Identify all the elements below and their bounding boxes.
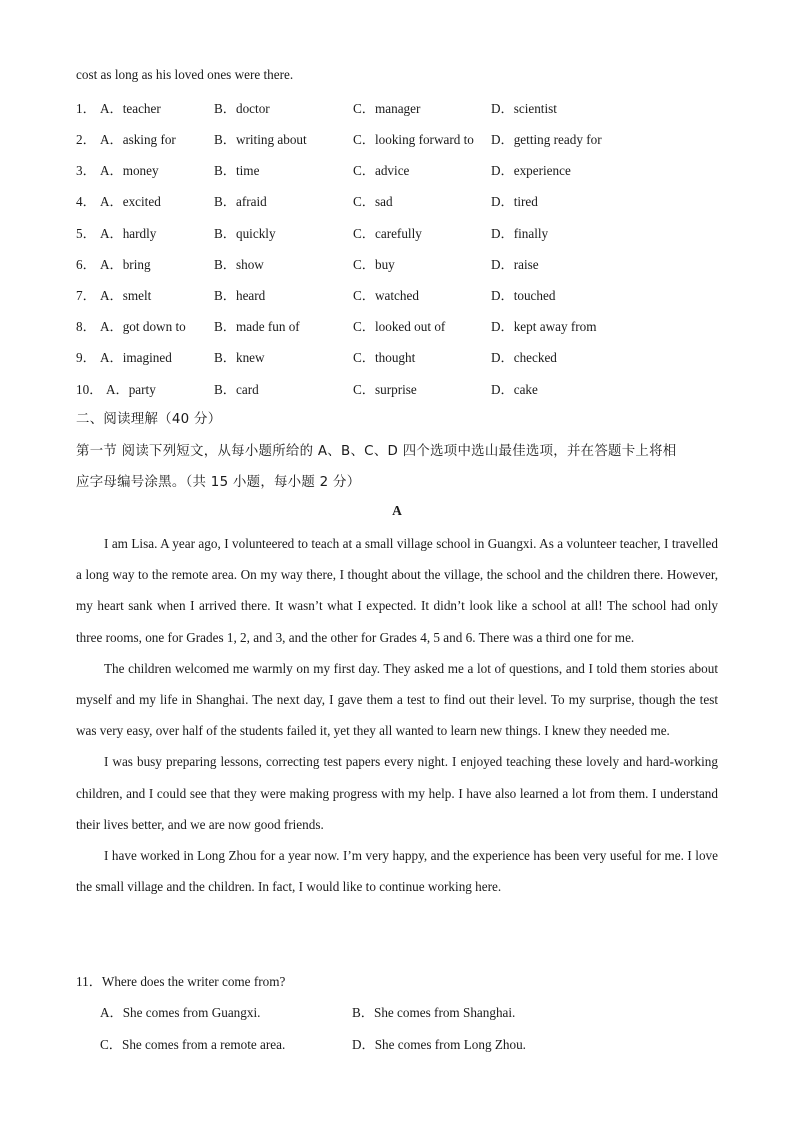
option-b[interactable]: B．writing about <box>214 132 307 147</box>
option-a[interactable]: A．excited <box>100 194 161 209</box>
option-d[interactable]: D．scientist <box>491 101 557 116</box>
question-option-b[interactable]: B．She comes from Shanghai. <box>352 1005 516 1020</box>
question-number: 5． <box>76 226 96 241</box>
passage-body <box>76 528 718 902</box>
option-a[interactable]: A．smelt <box>100 288 152 303</box>
option-d[interactable]: D．touched <box>491 288 556 303</box>
option-row <box>76 285 718 305</box>
option-b[interactable]: B．knew <box>214 350 265 365</box>
paragraph: I am Lisa. A year ago, I volunteered to teach at a small village school in Guangxi. As a volunteer teacher, I travelled a long way to the remote area. On my way there, I thought about the village, the school and the children there. However, my heart sank when I arrived there. It wasn’t what I expected. It didn’t look like a school at all! The school had only three rooms, one for Grades 1, 2, and 3, and the other for Grades 4, 5 and 6. There was a third one for me. <box>76 536 718 645</box>
option-d[interactable]: D．checked <box>491 350 557 365</box>
option-a[interactable]: A．money <box>100 163 159 178</box>
option-a[interactable]: A．hardly <box>100 226 157 241</box>
option-row <box>76 191 718 211</box>
option-row <box>76 347 718 367</box>
option-d[interactable]: D．getting ready for <box>491 132 602 147</box>
paragraph: I have worked in Long Zhou for a year now. I’m very happy, and the experience has been very useful for me. I love the small village and the children. In fact, I would like to continue working here. <box>76 848 718 895</box>
option-d[interactable]: D．tired <box>491 194 538 209</box>
option-row <box>76 160 718 180</box>
option-b[interactable]: B．doctor <box>214 101 270 116</box>
option-a[interactable]: A．teacher <box>100 101 161 116</box>
option-c[interactable]: C．carefully <box>353 226 422 241</box>
option-row <box>76 223 718 243</box>
question-number: 2． <box>76 132 96 147</box>
question-option-c[interactable]: C．She comes from a remote area. <box>100 1037 286 1052</box>
question-number: 8． <box>76 319 96 334</box>
option-row <box>76 254 718 274</box>
option-d[interactable]: D．kept away from <box>491 319 597 334</box>
option-b[interactable]: B．heard <box>214 288 266 303</box>
question-number: 3． <box>76 163 96 178</box>
option-a[interactable]: A．got down to <box>100 319 186 334</box>
option-c[interactable]: C．looked out of <box>353 319 446 334</box>
paragraph: I was busy preparing lessons, correcting test papers every night. I enjoyed teaching these lovely and hard-working children, and I could see that they were making progress with my help. I have also learned a lot from them. I understand their lives better, and we are now good friends. <box>76 754 718 832</box>
option-row <box>76 379 718 399</box>
option-b[interactable]: B．time <box>214 163 260 178</box>
option-b[interactable]: B．quickly <box>214 226 276 241</box>
instructions-line-2: 应字母编号涂黑。（共 15 小题，每小题 2 分） <box>76 475 361 490</box>
question-option-d[interactable]: D．She comes from Long Zhou. <box>352 1037 526 1052</box>
option-a[interactable]: A．party <box>106 382 156 397</box>
continued-text: cost as long as his loved ones were there. <box>76 67 294 82</box>
option-row <box>76 98 718 118</box>
option-c[interactable]: C．looking forward to <box>353 132 474 147</box>
option-c[interactable]: C．sad <box>353 194 393 209</box>
option-a[interactable]: A．asking for <box>100 132 176 147</box>
option-d[interactable]: D．raise <box>491 257 539 272</box>
option-row <box>76 129 718 149</box>
option-d[interactable]: D．cake <box>491 382 538 397</box>
instructions-line-1: 第一节 阅读下列短文，从每小题所给的 A、B、C、D 四个选项中选山最佳选项，并在答题卡上将相 <box>76 444 677 459</box>
question-number: 10． <box>76 382 103 397</box>
question-number: 7． <box>76 288 96 303</box>
option-c[interactable]: C．thought <box>353 350 416 365</box>
question-option-a[interactable]: A．She comes from Guangxi. <box>100 1005 261 1020</box>
question-number: 6． <box>76 257 96 272</box>
passage-label: A <box>392 503 402 518</box>
option-b[interactable]: B．show <box>214 257 264 272</box>
option-c[interactable]: C．advice <box>353 163 410 178</box>
paragraph: The children welcomed me warmly on my first day. They asked me a lot of questions, and I told them stories about myself and my life in Shanghai. The next day, I gave them a test to find out their level. To my surprise, though the test was very easy, over half of the students failed it, yet they all wanted to learn new things. I knew they needed me. <box>76 660 718 739</box>
option-b[interactable]: B．made fun of <box>214 319 300 334</box>
option-c[interactable]: C．buy <box>353 257 395 272</box>
option-d[interactable]: D．finally <box>491 226 549 241</box>
question-text: 11．Where does the writer come from? <box>76 974 286 989</box>
option-b[interactable]: B．afraid <box>214 194 267 209</box>
option-d[interactable]: D．experience <box>491 163 571 178</box>
option-c[interactable]: C．watched <box>353 288 419 303</box>
option-c[interactable]: C．surprise <box>353 382 417 397</box>
question-number: 9． <box>76 350 96 365</box>
option-row <box>76 316 718 336</box>
question-number: 4． <box>76 194 96 209</box>
option-c[interactable]: C．manager <box>353 101 421 116</box>
question-number: 1． <box>76 101 96 116</box>
section-title: 二、阅读理解（40 分） <box>76 412 222 427</box>
option-b[interactable]: B．card <box>214 382 259 397</box>
option-a[interactable]: A．imagined <box>100 350 172 365</box>
option-a[interactable]: A．bring <box>100 257 151 272</box>
